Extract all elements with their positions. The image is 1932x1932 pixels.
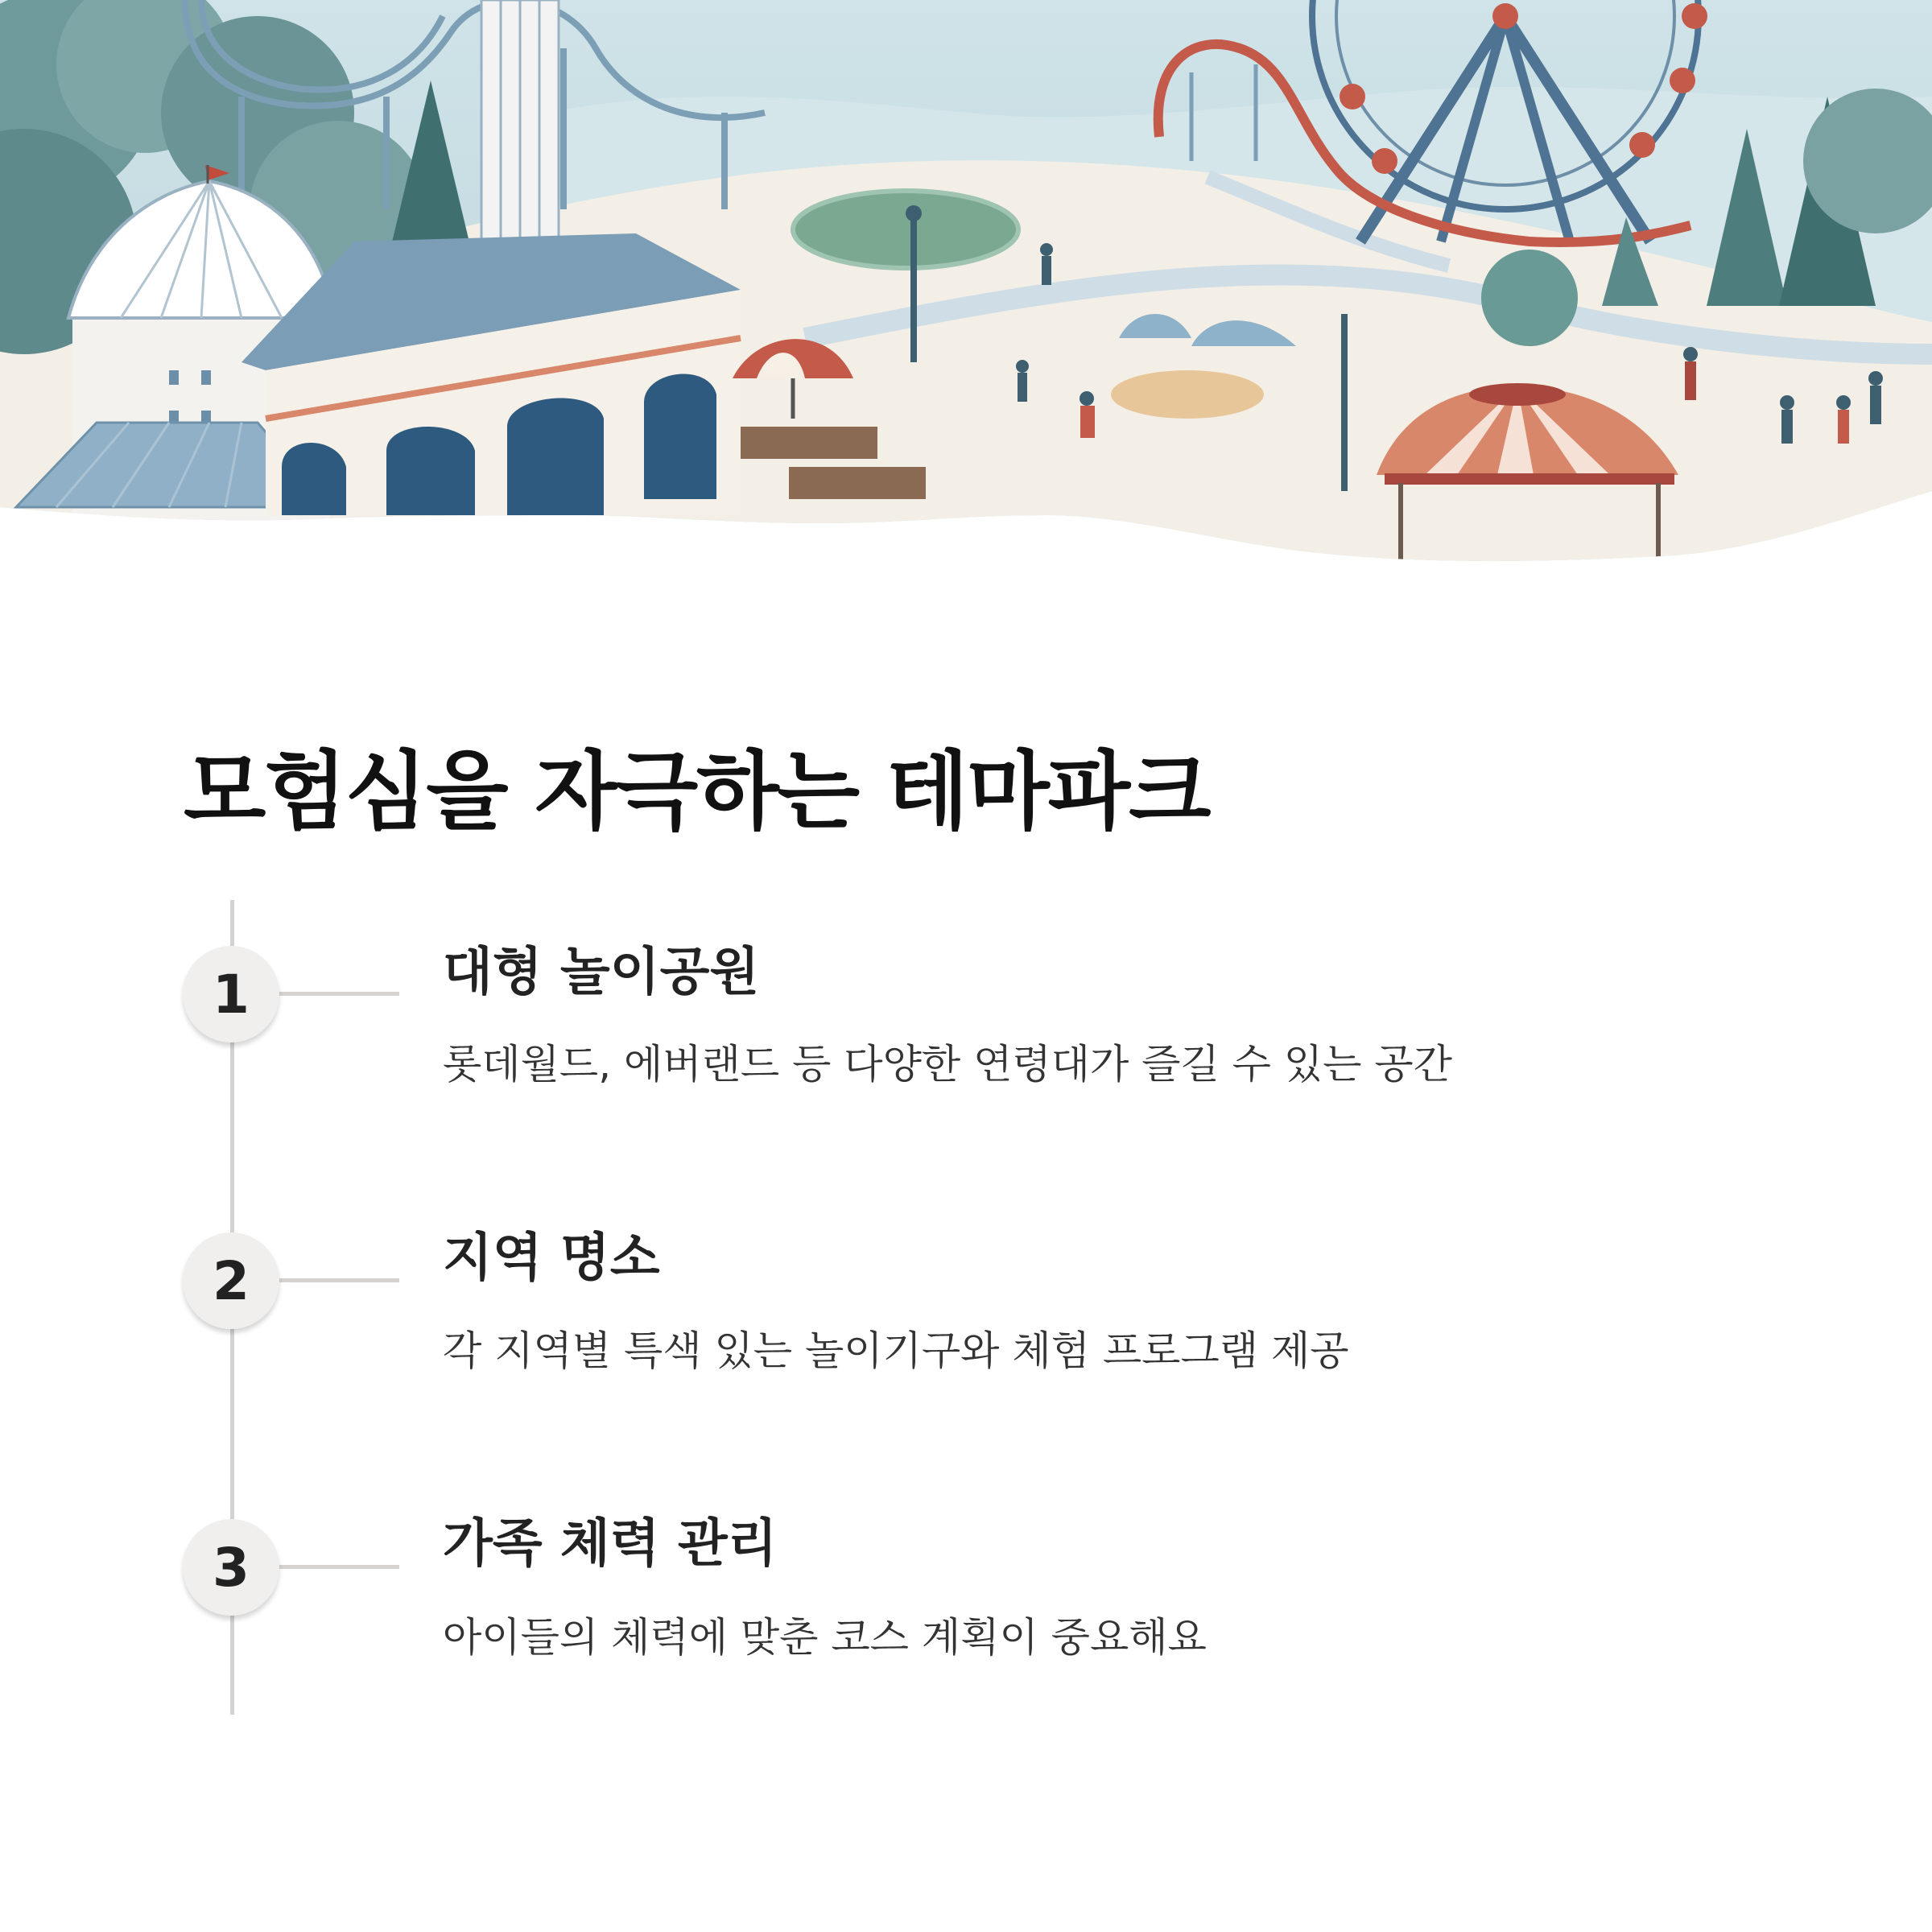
step-connector	[266, 992, 399, 996]
step-number-badge: 3	[183, 1519, 279, 1616]
step-description: 롯데월드, 에버랜드 등 다양한 연령대가 즐길 수 있는 공간	[443, 1041, 1452, 1088]
step-number-badge: 1	[183, 946, 279, 1042]
step-title: 대형 놀이공원	[443, 943, 760, 1002]
step-connector	[266, 1278, 399, 1282]
step-connector	[266, 1565, 399, 1569]
step-description: 아이들의 체력에 맞춘 코스 계획이 중요해요	[443, 1614, 1207, 1661]
page-title: 모험심을 자극하는 테마파크	[184, 742, 1210, 841]
step-title: 지역 명소	[443, 1228, 660, 1288]
step-description: 각 지역별 특색 있는 놀이기구와 체험 프로그램 제공	[443, 1327, 1349, 1374]
step-number-badge: 2	[183, 1232, 279, 1329]
step-title: 가족 체력 관리	[443, 1514, 778, 1574]
